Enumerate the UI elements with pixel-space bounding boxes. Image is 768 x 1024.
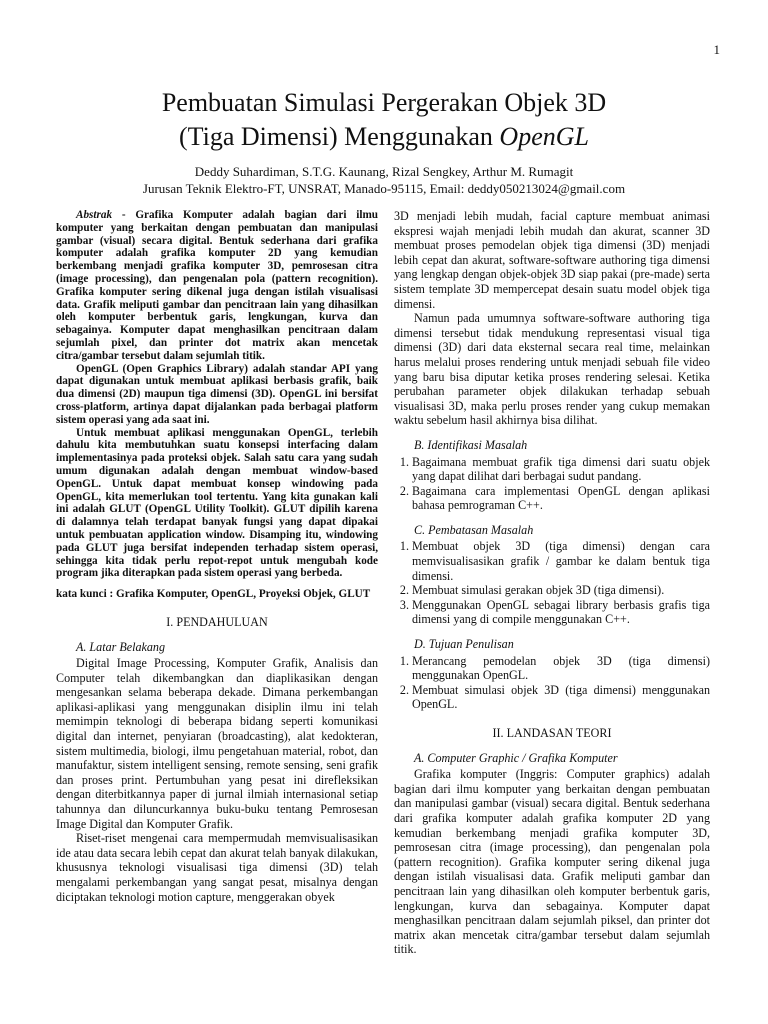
- author-affiliation: Jurusan Teknik Elektro-FT, UNSRAT, Manado-95115, Email: deddy050213024@gmail.com: [142, 181, 626, 196]
- title-line-2: [40, 120, 728, 154]
- list-tujuan: [394, 654, 710, 712]
- section-2-heading: II. LANDASAN TEORI: [492, 726, 612, 740]
- section-1-heading: I. PENDAHULUAN: [166, 614, 268, 629]
- list-item: 1. Merancang pemodelan objek 3D (tiga dimensi) menggunakan OpenGL.: [412, 654, 710, 683]
- body-paragraph-3: 3D menjadi lebih mudah, facial capture membuat animasi ekspresi wajah menjadi lebih mudah dan akurat, scanner 3D membuat proses pemodelan objek tiga dimensi (3D) menjadi lebih cepat dan akurat, software-software authoring tiga dimensi yang lengkap dengan objek-objek 3D siap pakai (pre-made) serta sistem template 3D mempercepat desain suatu model objek tiga dimensi.: [394, 209, 710, 311]
- abstract-paragraph-3: Untuk membuat aplikasi menggunakan OpenGL, terlebih dahulu kita membutuhkan suatu konsepsi interfacing dalam implementasinya pada proteksi objek. Salah satu cara yang sudah umum digunakan adalah dengan membuat window-based OpenGL. Untuk dapat membuat konsep windowing pada OpenGL, kita memerlukan tool tertentu. Yang kita gunakan kali ini adalah GLUT (OpenGL Utility Toolkit). GLUT dipilih karena di dalamnya telah terdapat banyak fungsi yang dapat dipakai untuk pembuatan application window. Disamping itu, windowing pada GLUT juga bersifat independen terhadap sistem operasi, sehingga kita tidak perlu repot-repot untuk mengubah kode program jika diterapkan pada sistem operasi yang berbeda.: [56, 426, 378, 580]
- paper-title: [40, 86, 728, 154]
- body-paragraph-5: Grafika komputer (Inggris: Computer graphics) adalah bagian dari ilmu komputer yang berkaitan dengan pembuatan dan manipulasi gambar (visual) secara digital. Bentuk sederhana dari grafika komputer adalah grafika komputer 2D yang kemudian berkembang menjadi grafika komputer 3D, pemrosesan citra (image processing), dan pengenalan pola (pattern recognition). Grafika komputer sering dikenal juga dengan istilah visualisasi data. Grafik meliputi gambar dan pencitraan lain yang dihasilkan oleh komputer berbentuk garis, lengkungan, kurva dan sebagainya. Komputer dapat menghasilkan pencitraan dalam sejumlah piksel, dan printer dot matrix akan mencetak citra/gambar tersebut dalam sejumlah titik.: [394, 767, 710, 957]
- list-item: 1. Membuat objek 3D (tiga dimensi) dengan cara memvisualisasikan grafik / gambar ke dalam bentuk tiga dimensi.: [412, 539, 710, 583]
- body-paragraph-4: Namun pada umumnya software-software authoring tiga dimensi tersebut tidak mendukung representasi visual tiga dimensi (3D) dari data eksternal secara real time, melainkan harus melalui proses rendering untuk menjadi sebuah file video yang baru bisa diputar ketika proses rendering selesai. Ketika perubahan parameter objek dilakukan terhadap sebuah visualisasi 3D, maka perlu proses render yang cukup memakan waktu sebelum hasil akhirnya bisa dilihat.: [394, 311, 710, 428]
- title-line-2-italic: OpenGL: [499, 122, 589, 151]
- list-pembatasan: [394, 539, 710, 627]
- subsection-identifikasi: B. Identifikasi Masalah: [414, 437, 528, 452]
- abstract-paragraph-1: [56, 209, 378, 363]
- list-item: 2. Membuat simulasi objek 3D (tiga dimensi) menggunakan OpenGL.: [412, 683, 710, 712]
- body-paragraph-1: Digital Image Processing, Komputer Grafik, Analisis dan Computer telah dikembangkan dan diaplikasikan dengan mengesankan selama beberapa dekade. Dimana perkembangan aplikasi-aplikasi yang menggunakan disiplin ilmu ini telah memimpin teknologi di beberapa bidang seperti komunikasi digital dan internet, penyiaran (broadcasting), alat kedokteran, sistem multimedia, biologi, ilmu pengetahuan material, robot, dan manufaktur, sistem intelligent sensing, remote sensing, seni grafik dan proses print. Pertumbuhan yang pesat ini direfleksikan dengan diterbitkannya paper di jurnal ilmiah internasional setiap tahunnya dan diluncurkannya buku-buku tentang Pemrosesan Image Digital dan Komputer Grafik.: [56, 656, 378, 831]
- subsection-tujuan: D. Tujuan Penulisan: [414, 637, 514, 652]
- keywords: kata kunci : Grafika Komputer, OpenGL, Proyeksi Objek, GLUT: [56, 588, 371, 601]
- left-column: [56, 209, 378, 904]
- title-line-1: Pembuatan Simulasi Pergerakan Objek 3D: [161, 88, 607, 117]
- title-line-2-plain: (Tiga Dimensi) Menggunakan: [179, 122, 500, 151]
- author-block: [40, 163, 728, 197]
- abstract-lead: Abstrak: [76, 209, 113, 221]
- abstract-paragraph-2: OpenGL (Open Graphics Library) adalah standar API yang dapat digunakan untuk membuat aplikasi berbasis grafik, baik dua dimensi (2D) maupun tiga dimensi (3D). OpenGL ini bersifat cross-platform, artinya dapat dijalankan pada berbagai platform sistem operasi yang ada saat ini.: [56, 362, 378, 426]
- abstract-text-1: - Grafika Komputer adalah bagian dari ilmu komputer yang berkaitan dengan pembuatan dan manipulasi gambar (visual) secara digital. Bentuk sederhana dari grafika komputer adalah grafika komputer 2D yang kemudian berkembang menjadi grafika komputer 3D, pemrosesan citra (image processing), dan pengenalan pola (pattern recognition). Grafika komputer sering dikenal juga dengan istilah visualisasi data. Grafik meliputi gambar dan pencitraan lain yang dihasilkan oleh komputer berbentuk garis, lengkungan, kurva dan sebagainya. Komputer dapat menghasilkan pencitraan dalam sejumlah pixel, dan printer dot matrix akan mencetak citra/gambar tersebut dalam sejumlah titik.: [56, 209, 378, 362]
- subsection-latar-belakang: A. Latar Belakang: [76, 639, 166, 654]
- subsection-computer-graphic: A. Computer Graphic / Grafika Komputer: [414, 750, 618, 765]
- author-names: Deddy Suhardiman, S.T.G. Kaunang, Rizal Sengkey, Arthur M. Rumagit: [194, 164, 574, 179]
- body-paragraph-2: Riset-riset mengenai cara mempermudah memvisualisasikan ide atau data secara lebih cepat dan akurat telah banyak dilakukan, khususnya teknologi visualisasi tiga dimensi (3D) telah mengalami perkembangan yang sangat pesat, misalnya dengan diciptakan teknologi motion capture, menggerakan obyek: [56, 831, 379, 904]
- list-item: 1. Bagaimana membuat grafik tiga dimensi dari suatu objek yang dapat dilihat dari berbagai sudut pandang.: [412, 455, 710, 484]
- right-column: [394, 209, 710, 957]
- list-item: 3. Menggunakan OpenGL sebagai library berbasis grafis tiga dimensi yang di compile menggunakan C++.: [412, 598, 710, 627]
- list-identifikasi: [394, 455, 710, 513]
- page-number: 1: [713, 42, 720, 57]
- list-item: 2. Membuat simulasi gerakan objek 3D (tiga dimensi).: [412, 583, 710, 598]
- subsection-pembatasan: C. Pembatasan Masalah: [414, 522, 534, 537]
- list-item: 2. Bagaimana cara implementasi OpenGL dengan aplikasi bahasa pemrograman C++.: [412, 484, 710, 513]
